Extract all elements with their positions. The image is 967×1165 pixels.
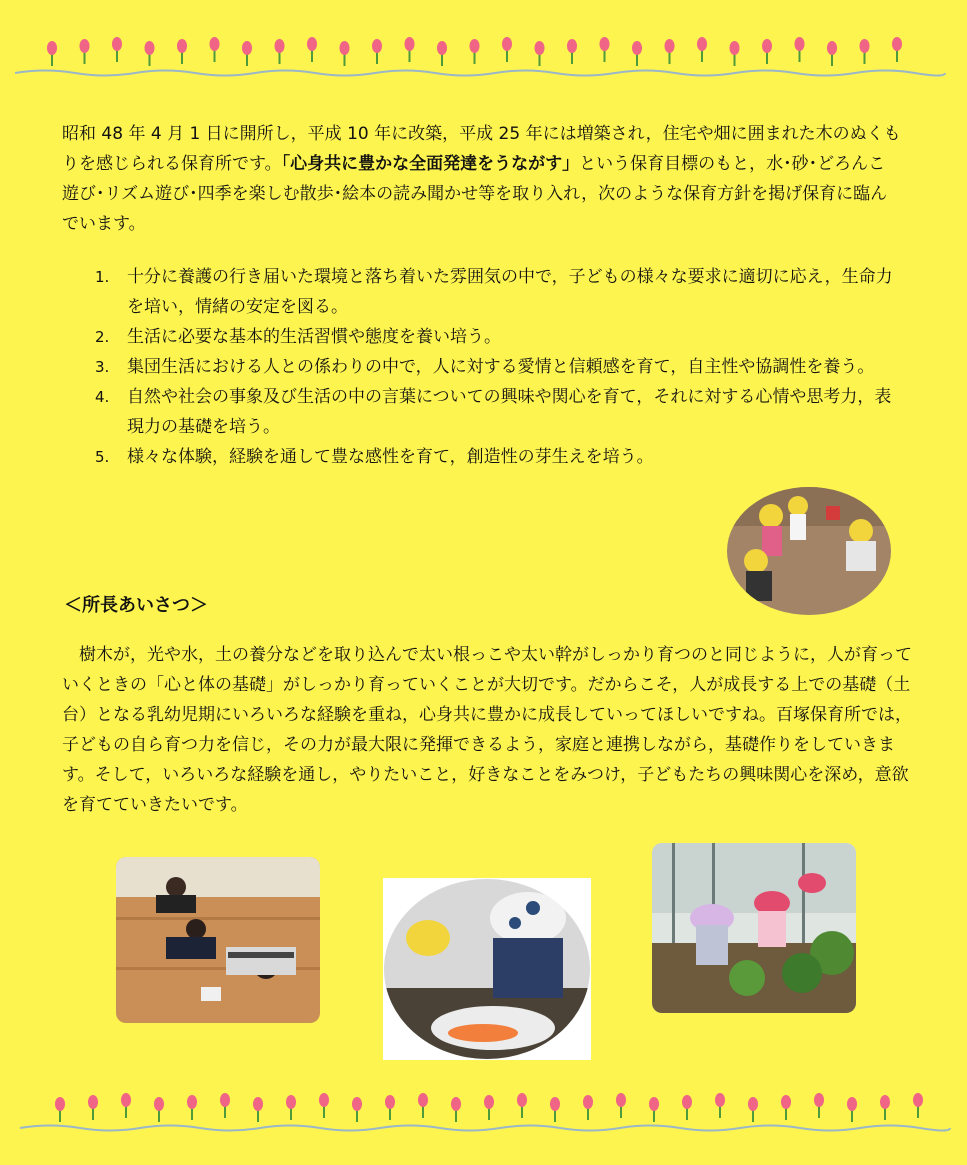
- director-greeting-text: [62, 640, 924, 820]
- sand-play-photo: [726, 486, 892, 616]
- tulip-icon: [730, 41, 740, 66]
- tulip-icon: [535, 41, 545, 66]
- policy-item: [95, 382, 895, 442]
- garden-photo: [652, 843, 856, 1013]
- tulip-icon: [649, 1097, 659, 1122]
- tulip-icon: [418, 1093, 428, 1118]
- tulip-icon: [177, 39, 187, 64]
- tulip-icon: [88, 1095, 98, 1120]
- tulip-icon: [682, 1095, 692, 1120]
- tulip-icon: [860, 39, 870, 64]
- tulip-icon: [550, 1097, 560, 1122]
- tulip-icon: [502, 37, 512, 62]
- tulip-icon: [210, 37, 220, 62]
- policy-text: 十分に養護の行き届いた環境と落ち着いた雰囲気の中で，子どもの様々な要求に適切に応え，生命力を培い，情緒の安定を図る。: [127, 267, 893, 317]
- tulip-icon: [616, 1093, 626, 1118]
- tulip-icon: [80, 39, 90, 64]
- director-greeting-body: 樹木が，光や水，土の養分などを取り込んで太い根っこや太い幹がしっかり育つのと同じように，人が育っていくときの「心と体の基礎」がしっかり育っていくことが大切です。だからこそ，人が成長する上での基礎（土台）となる乳幼児期にいろいろな経験を重ね，心身共に豊かに成長していってほしいですね。百塚保育所では，子どもの自ら育つ力を信じ，その力が最大限に発揮できるよう，家庭と連携しながら，基礎作りをしていきます。そして，いろいろな経験を通し，やりたいこと，好きなことをみつけ，子どもたちの興味関心を深め，意欲を育てていきたいです。: [62, 645, 912, 815]
- tulip-icon: [715, 1093, 725, 1118]
- tulip-icon: [55, 1097, 65, 1122]
- tulip-icon: [847, 1097, 857, 1122]
- tulip-icon: [275, 39, 285, 64]
- tulip-icon: [748, 1097, 758, 1122]
- tulip-icon: [405, 37, 415, 62]
- tulip-icon: [145, 41, 155, 66]
- tulip-icon: [319, 1093, 329, 1118]
- policy-number: 3.: [95, 358, 110, 376]
- tulip-icon: [827, 41, 837, 66]
- tulip-icon: [892, 37, 902, 62]
- top-flower-border: [0, 28, 967, 88]
- policy-item: [95, 352, 895, 382]
- tulip-icon: [253, 1097, 263, 1122]
- tulip-icon: [781, 1095, 791, 1120]
- director-greeting-heading: ＜所長あいさつ＞: [64, 595, 208, 616]
- bottom-flower-border: [0, 1082, 967, 1142]
- intro-text-1: 昭和 48 年 4 月 1 日に開所し，平成 10 年に改築，平成 25 年には増築され，住宅や畑に囲まれた木のぬくもりを感じられる保育所です。: [62, 124, 901, 174]
- tulip-icon: [437, 41, 447, 66]
- tulip-icon: [220, 1093, 230, 1118]
- tulip-icon: [286, 1095, 296, 1120]
- tulip-icon: [665, 39, 675, 64]
- tulip-icon: [352, 1097, 362, 1122]
- tulip-icon: [913, 1093, 923, 1118]
- floor-play-photo: [116, 857, 320, 1023]
- tulip-icon: [484, 1095, 494, 1120]
- policy-item: [95, 262, 895, 322]
- policy-item: [95, 442, 895, 472]
- tulip-icon: [121, 1093, 131, 1118]
- tulip-icon: [697, 37, 707, 62]
- childcare-policy-list: [95, 262, 895, 472]
- tulip-icon: [372, 39, 382, 64]
- tulip-icon: [47, 41, 57, 66]
- tulip-icon: [600, 37, 610, 62]
- tulip-icon: [517, 1093, 527, 1118]
- bottom-wave-line: [20, 1126, 950, 1131]
- tulip-icon: [451, 1097, 461, 1122]
- intro-paragraph: [62, 119, 902, 239]
- tulip-icon: [567, 39, 577, 64]
- tulip-icon: [187, 1095, 197, 1120]
- tulip-icon: [242, 41, 252, 66]
- toddler-sand-photo: [383, 878, 591, 1060]
- policy-number: 2.: [95, 328, 110, 346]
- policy-text: 集団生活における人との係わりの中で，人に対する愛情と信頼感を育て，自主性や協調性を養う。: [127, 357, 875, 377]
- tulip-icon: [632, 41, 642, 66]
- tulip-icon: [814, 1093, 824, 1118]
- tulip-icon: [307, 37, 317, 62]
- policy-number: 1.: [95, 268, 110, 286]
- policy-text: 自然や社会の事象及び生活の中の言葉についての興味や関心を育て，それに対する心情や思考力，表現力の基礎を培う。: [127, 387, 892, 437]
- tulip-icon: [583, 1095, 593, 1120]
- intro-text-2: という保育目標のもと，水･砂･どろんこ遊び･リズム遊び･四季を楽しむ散歩･絵本の読み聞かせ等を取り入れ，次のような保育方針を掲げ保育に臨んでいます。: [62, 154, 888, 234]
- tulip-icon: [340, 41, 350, 66]
- tulip-icon: [762, 39, 772, 64]
- childcare-motto: 「心身共に豊かな全面発達をうながす」: [281, 154, 580, 174]
- policy-text: 様々な体験，経験を通して豊な感性を育て，創造性の芽生えを培う。: [127, 447, 654, 467]
- policy-number: 5.: [95, 448, 110, 466]
- tulip-icon: [795, 37, 805, 62]
- tulip-icon: [154, 1097, 164, 1122]
- tulip-icon: [385, 1095, 395, 1120]
- policy-item: [95, 322, 895, 352]
- tulip-icon: [880, 1095, 890, 1120]
- tulip-icon: [112, 37, 122, 62]
- tulip-icon: [470, 39, 480, 64]
- policy-text: 生活に必要な基本的生活習慣や態度を養い培う。: [127, 327, 501, 347]
- policy-number: 4.: [95, 388, 110, 406]
- top-wave-line: [15, 71, 945, 76]
